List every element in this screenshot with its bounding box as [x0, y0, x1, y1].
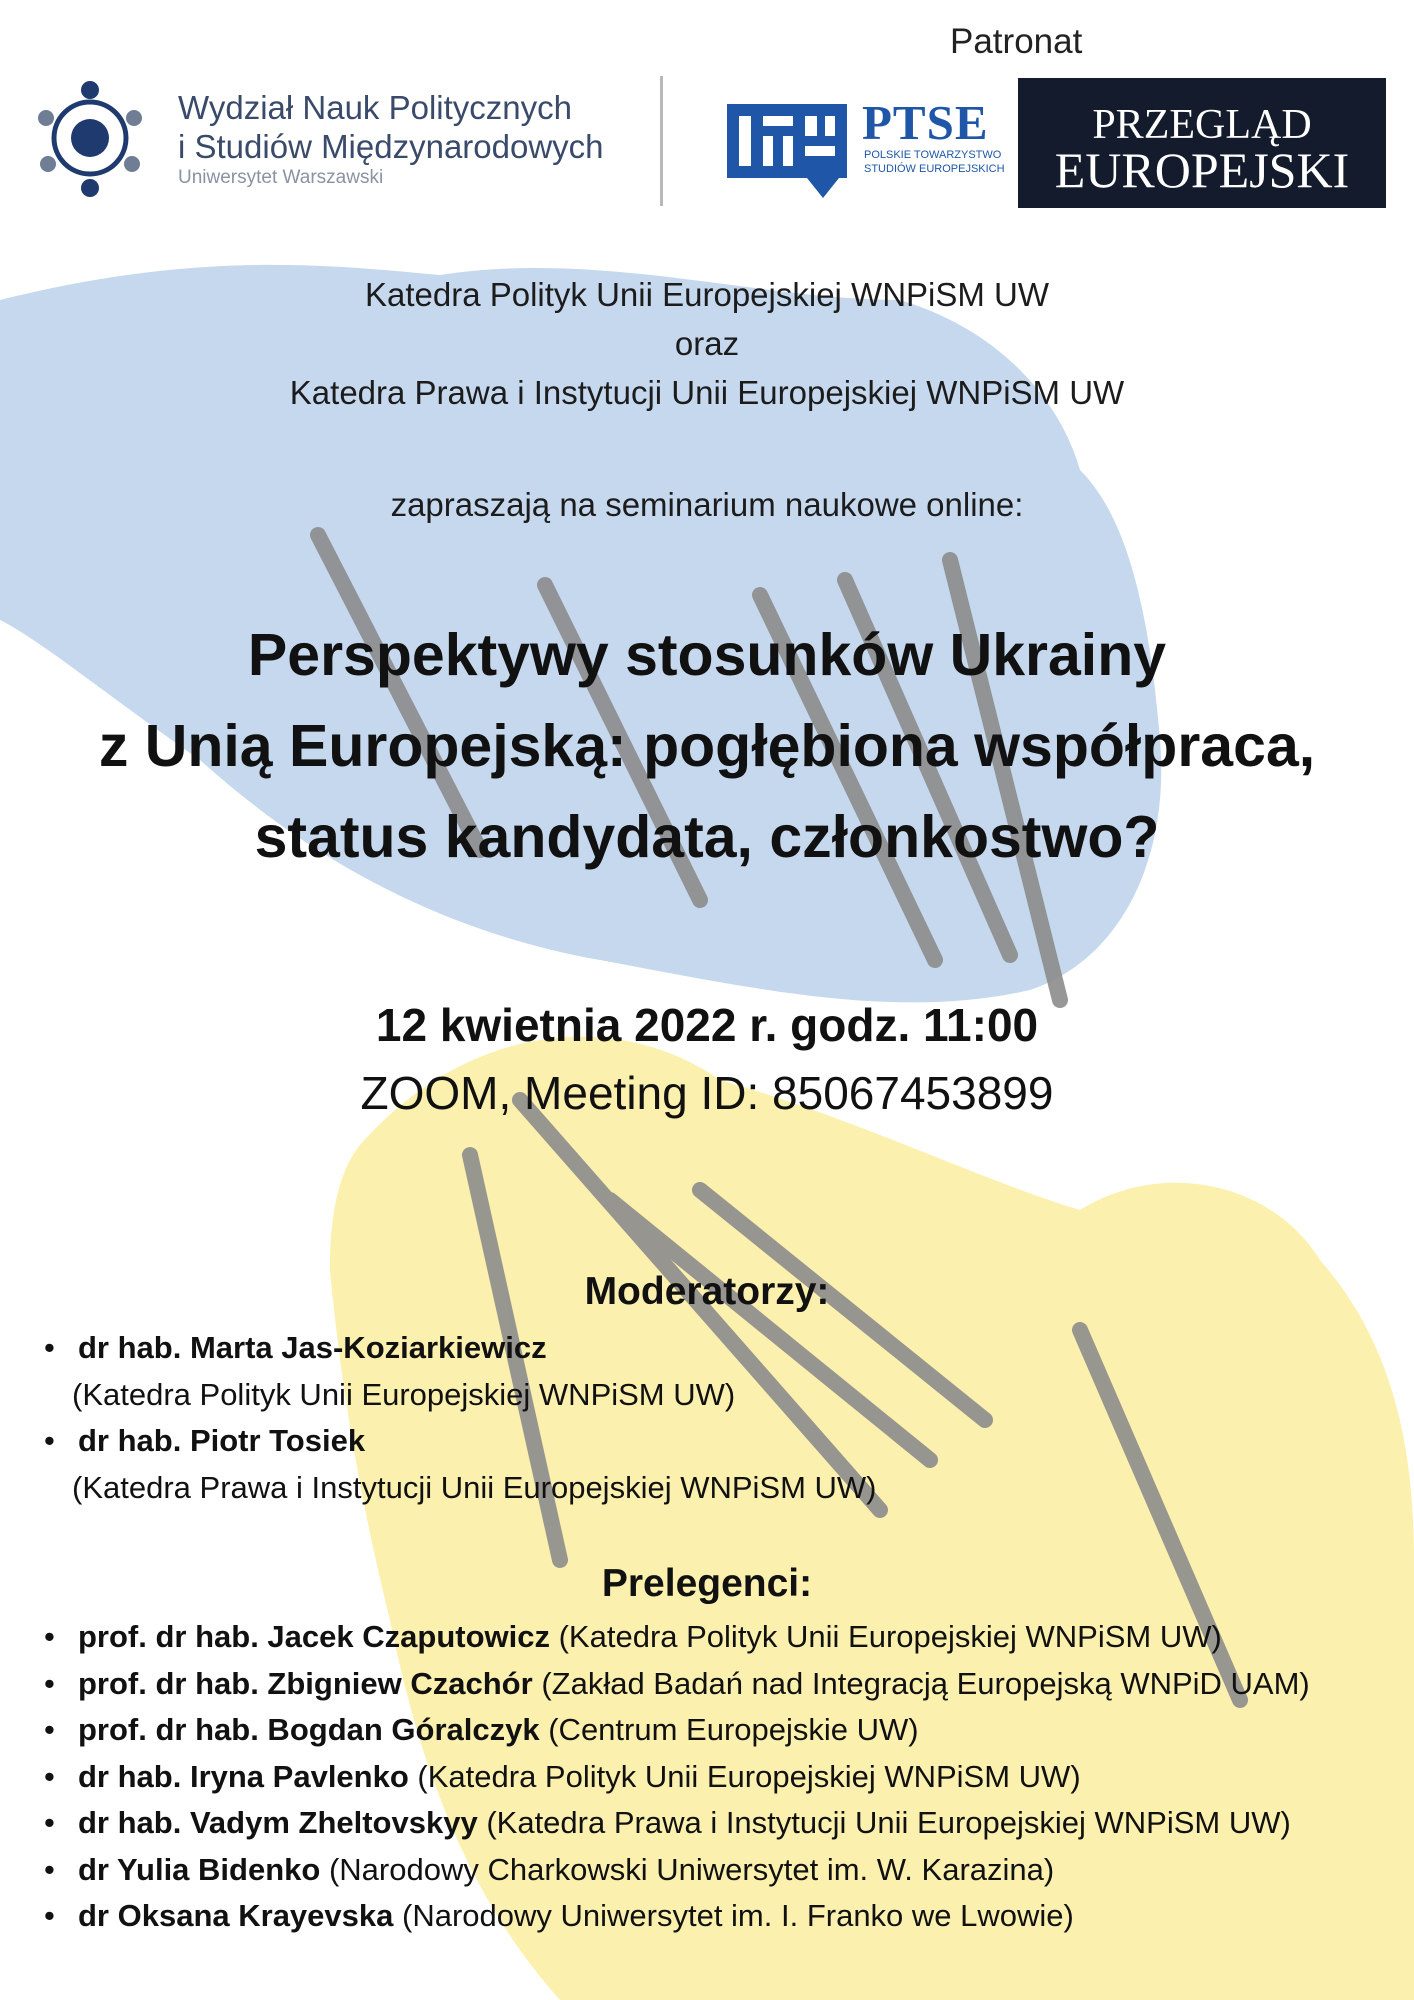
speaker-affiliation: (Narodowy Charkowski Uniwersytet im. W. Karazina): [328, 1851, 1055, 1887]
faculty-logo-icon: [30, 76, 150, 206]
moderators-heading: Moderatorzy:: [584, 1270, 830, 1313]
header-divider: [660, 76, 663, 206]
speaker-item: [40, 1893, 1310, 1940]
ptse-full-name-line1: POLSKIE TOWARZYSTWO: [864, 149, 1002, 161]
journal-logo-line2: EUROPEJSKI: [1054, 142, 1350, 198]
patronat-label: Patronat: [950, 22, 1083, 61]
organizer-conjunction: oraz: [674, 325, 740, 362]
ptse-logo-icon: [727, 98, 847, 198]
speaker-item: [40, 1847, 1310, 1894]
speaker-item: [40, 1800, 1310, 1847]
speakers-list: [40, 1614, 1310, 1940]
speaker-affiliation: (Zakład Badań nad Integracją Europejską WNPiD UAM): [541, 1665, 1310, 1701]
speaker-name: prof. dr hab. Zbigniew Czachór: [78, 1665, 533, 1701]
organizer-first: Katedra Polityk Unii Europejskiej WNPiSM UW: [364, 276, 1050, 313]
moderator-affiliation: (Katedra Prawa i Instytucji Unii Europejskiej WNPiSM UW): [72, 1469, 877, 1505]
speaker-item: [40, 1661, 1310, 1708]
moderator-item: [40, 1325, 877, 1418]
speaker-affiliation: (Katedra Polityk Unii Europejskiej WNPiSM UW): [558, 1619, 1222, 1654]
moderator-name: dr hab. Marta Jas-Koziarkiewicz: [78, 1330, 547, 1365]
speaker-item: [40, 1754, 1310, 1801]
speaker-affiliation: (Katedra Prawa i Instytucji Unii Europejskiej WNPiSM UW): [486, 1805, 1291, 1840]
speaker-affiliation: (Katedra Polityk Unii Europejskiej WNPiSM UW): [417, 1758, 1081, 1794]
speaker-name: dr Yulia Bidenko: [78, 1851, 321, 1887]
event-location: ZOOM, Meeting ID: 85067453899: [360, 1067, 1054, 1119]
speaker-affiliation: (Centrum Europejskie UW): [548, 1712, 919, 1747]
title-line3: status kandydata, członkostwo?: [254, 804, 1160, 870]
title-line1: Perspektywy stosunków Ukrainy: [247, 622, 1167, 688]
speaker-item: [40, 1707, 1310, 1754]
faculty-name-line1: Wydział Nauk Politycznych: [178, 89, 573, 126]
organizers: [0, 270, 1414, 417]
university-name: Uniwersytet Warszawski: [178, 167, 384, 188]
invitation-text: zapraszają na seminarium naukowe online:: [390, 486, 1024, 523]
moderators-list: [40, 1325, 877, 1511]
moderator-name: dr hab. Piotr Tosiek: [78, 1423, 366, 1458]
faculty-name-line2: i Studiów Międzynarodowych: [178, 128, 604, 165]
speaker-name: prof. dr hab. Jacek Czaputowicz: [78, 1619, 550, 1654]
speaker-name: dr Oksana Krayevska: [78, 1898, 394, 1933]
speaker-name: dr hab. Vadym Zheltovskyy: [78, 1805, 478, 1840]
title-line2: z Unią Europejską: pogłębiona współpraca,: [98, 713, 1316, 779]
ptse-full-name: [864, 148, 1005, 176]
przeglad-europejski-logo: [1018, 78, 1386, 208]
moderator-affiliation: (Katedra Polityk Unii Europejskiej WNPiSM UW): [72, 1376, 736, 1412]
ptse-full-name-line2: STUDIÓW EUROPEJSKICH: [864, 163, 1005, 175]
moderator-item: [40, 1418, 877, 1511]
organizer-second: Katedra Prawa i Instytucji Unii Europejskiej WNPiSM UW: [289, 374, 1125, 411]
journal-logo-line1: PRZEGLĄD: [1092, 102, 1312, 148]
speaker-name: dr hab. Iryna Pavlenko: [78, 1758, 409, 1794]
seminar-title: [0, 610, 1414, 883]
event-date-time: 12 kwietnia 2022 r. godz. 11:00: [375, 999, 1039, 1051]
speakers-heading: Prelegenci:: [601, 1562, 813, 1605]
speaker-affiliation: (Narodowy Uniwersytet im. I. Franko we Lwowie): [402, 1898, 1074, 1933]
speaker-item: [40, 1614, 1310, 1661]
ptse-acronym: PTSE: [862, 95, 989, 150]
faculty-name: [178, 88, 604, 166]
speaker-name: prof. dr hab. Bogdan Góralczyk: [78, 1712, 540, 1747]
